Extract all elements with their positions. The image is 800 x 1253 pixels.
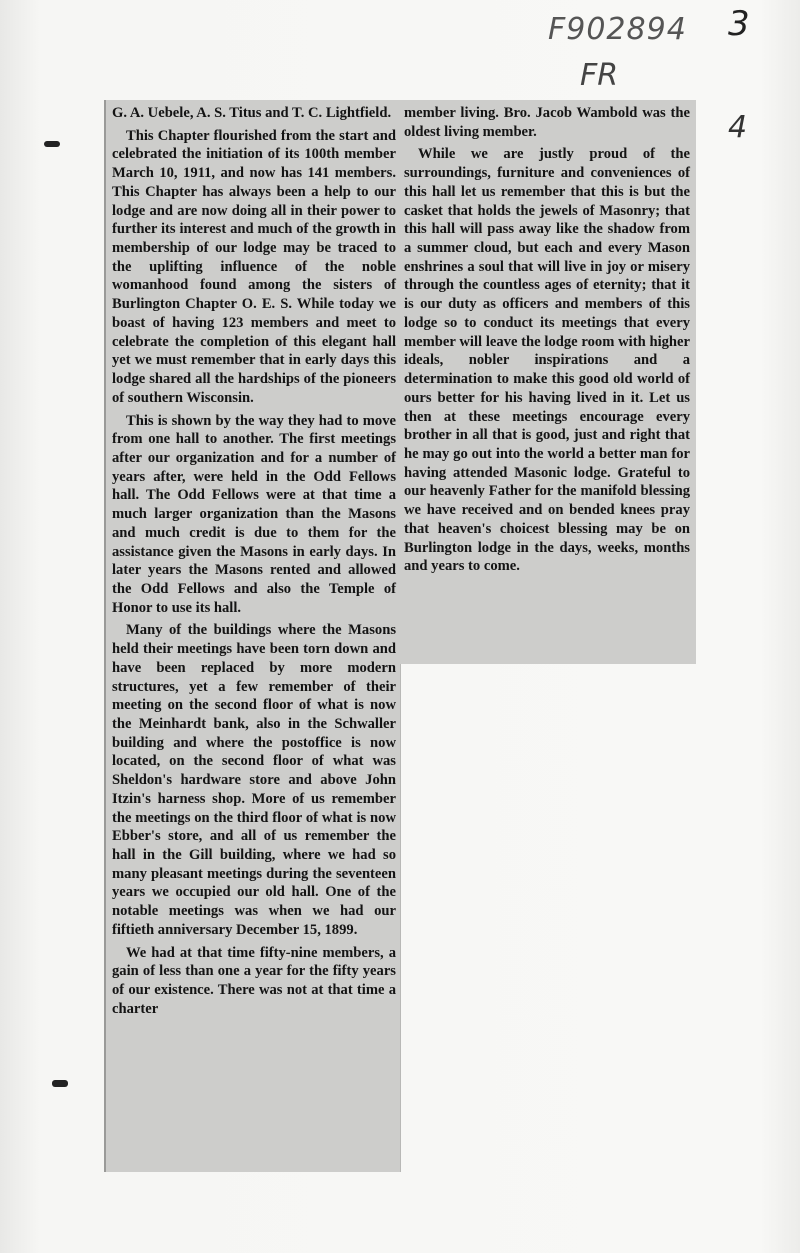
right-column-text <box>402 100 694 576</box>
margin-mark <box>44 141 60 147</box>
right-column-clipping <box>400 100 696 664</box>
paragraph: G. A. Uebele, A. S. Titus and T. C. Lightfield. <box>112 105 392 121</box>
paragraph: While we are justly proud of the surroundings, furniture and conveniences of this hall let us remember that this is but the casket that holds the jewels of Masonry; that this hall will pass away like the shadow from a summer cloud, but each and every Mason enshrines a soul that will live in joy or misery through the countless ages of eternity; that it is our duty as officers and members of this lodge so to conduct its meetings that every member will leave the lodge room with higher ideals, nobler inspirations and a determination to make this good old world of ours better for his having lived in it. Let us then at these meetings encourage every brother in all that is good, just and right that he may go out into the world a better man for having attended Masonic lodge. Grateful to our heavenly Father for the manifold blessing we have received and on bended knees pray that heaven's choicest blessing may be on Burlington lodge in the days, weeks, months and years to come. <box>404 146 690 575</box>
left-column-clipping <box>104 100 400 1172</box>
paragraph: This is shown by the way they had to move from one hall to another. The first meetings after our organization and for a number of years after, were held in the Odd Fellows hall. The Odd Fellows were at that time a much larger organization than the Masons and much credit is due to them for the assistance given the Masons in early days. In later years the Masons rented and allowed the Odd Fellows and also the Temple of Honor to use its hall. <box>112 412 396 616</box>
margin-number-annotation: 4 <box>728 110 748 145</box>
paragraph: Many of the buildings where the Masons held their meetings have been torn down and have been replaced by more modern structures, yet a few remember of their meeting on the second floor of what is now the Meinhardt bank, also in the Schwaller building and where the postoffice is now located, on the second floor of what was Sheldon's hardware store and above John Itzin's harness shop. More of us remember the meetings on the third floor of what is now Ebber's store, and all of us remember the hall in the Gill building, where we had so many pleasant meetings during the seventeen years we occupied our old hall. One of the notable meetings was when we had our fiftieth anniversary December 15, 1899. <box>112 622 396 938</box>
initials-annotation: FR <box>580 58 619 93</box>
paragraph: member living. Bro. Jacob Wambold was the oldest living member. <box>404 105 690 140</box>
paragraph: This Chapter flourished from the start and celebrated the initiation of its 100th member March 10, 1911, and now has 141 members. This Chapter has always been a help to our lodge and are now doing all in their power to further its interest and much of the growth in membership of our lodge may be traced to the uplifting influence of the noble womanhood found among the sisters of Burlington Chapter O. E. S. While today we boast of having 123 members and meet to celebrate the completion of this elegant hall yet we must remember that in early days this lodge shared all the hardships of the pioneers of southern Wisconsin. <box>112 127 396 406</box>
left-column-text <box>108 100 398 1019</box>
catalog-code-annotation: F902894 <box>548 12 687 47</box>
margin-mark <box>52 1080 68 1087</box>
page-number-annotation: 3 <box>728 4 750 44</box>
paragraph: We had at that time fifty-nine members, a gain of less than one a year for the fifty years of our existence. There was not at that time a charter <box>112 944 396 1017</box>
